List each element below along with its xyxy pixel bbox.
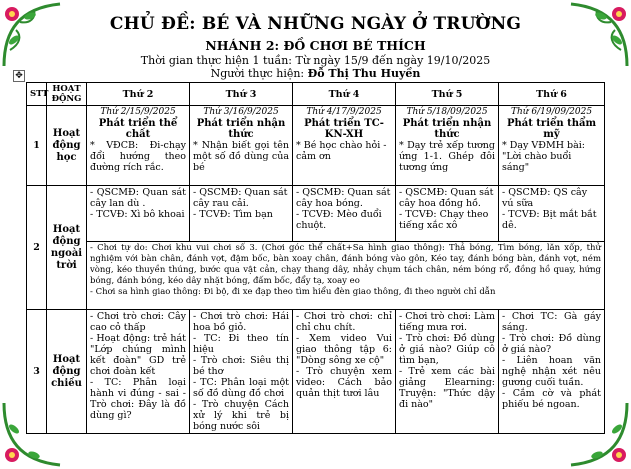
cell-content: * Nhận biết gọi tên một số đồ dùng của bé	[193, 140, 289, 173]
cell-subject: Phát triển nhận thức	[196, 118, 286, 140]
cell-content: * Dạy trẻ xếp tương ứng 1-1. Ghép đôi tương ứng	[399, 140, 495, 173]
table-cell	[190, 106, 293, 186]
table-cell: - Chơi trò chơi: Cây cao cỏ thấp - Hoạt động: trẻ hát "Lớp chúng mình kết đoàn" GD trẻ chơi đoàn kết - TC: Phân loại hành vi đúng - sai - Trò chơi: Đây là đồ dùng gì?	[87, 310, 190, 434]
cell-content: - QSCMĐ: Quan sát cây hoa đồng hồ. - TCVĐ: Chạy theo tiếng xắc xô	[399, 187, 494, 231]
header-day: Thứ 5	[396, 83, 499, 106]
table-cell	[499, 186, 605, 242]
cell-subject: Phát triển TC-KN-XH	[304, 118, 384, 140]
header-day: Thứ 6	[499, 83, 605, 106]
move-handle-icon[interactable]: ✥	[13, 70, 25, 82]
table-cell: - Chơi trò chơi: Làm tiếng mưa rơi. - Trò chơi: Đồ dùng ở giá nào? Giúp cô tìm bạn, - Trẻ xem các bài giảng Elearning: Truyện: "Thức dậy đi nào"	[396, 310, 499, 434]
cell-date: Thứ 4/17/9/2025	[306, 107, 382, 117]
header-day: Thứ 2	[87, 83, 190, 106]
cell-content: - QSCMĐ: Quan sát cây lan dù . - TCVĐ: Xì bô khoai	[90, 187, 186, 220]
cell-date: Thứ 6/19/09/2025	[510, 107, 593, 117]
cell-content: * VĐCB: Đi-chạy đổi hướng theo đường rích rắc.	[90, 140, 186, 173]
table-cell	[293, 106, 396, 186]
table-cell	[396, 106, 499, 186]
row-number: 1	[27, 106, 47, 186]
row-activity: Hoạt động học	[47, 106, 87, 186]
header-stt: STT	[27, 83, 47, 106]
table-row	[27, 106, 605, 186]
table-cell: - Chơi trò chơi: Hái hoa bồ giỏ. - TC: Đi theo tín hiệu - Trò chơi: Siêu thị bé thơ - TC: Phân loại một số đồ dùng đồ chơi - Trò chuyện Cách xử lý khi trẻ bị bóng nước sôi	[190, 310, 293, 434]
table-cell	[87, 186, 190, 242]
row-activity: Hoạt động chiều	[47, 310, 87, 434]
cell-subject: Phát triển nhận thức	[402, 118, 492, 140]
table-row	[27, 242, 605, 310]
cell-content: - QSCMĐ: Quan sát cây rau cải. - TCVĐ: Tìm bạn	[193, 187, 288, 220]
cell-date: Thứ 2/15/9/2025	[100, 107, 176, 117]
cell-subject: Phát triển thể chất	[98, 118, 178, 140]
table-header-row	[27, 83, 605, 106]
cell-date: Thứ 3/16/9/2025	[203, 107, 279, 117]
person-line	[0, 67, 631, 80]
table-cell	[190, 186, 293, 242]
cell-date: Thứ 5/18/09/2025	[406, 107, 488, 117]
header-day: Thứ 4	[293, 83, 396, 106]
page-subtitle: NHÁNH 2: ĐỒ CHƠI BÉ THÍCH	[205, 38, 426, 53]
header-activity: HOẠT ĐỘNG	[47, 83, 87, 106]
table-cell: - Chơi trò chơi: chỉ chỉ chu chít. - Xem video Vui giao thông tập 6: "Dòng sông xe cộ" - Trò chuyện xem video: Cách bảo quản thịt tươi lâu	[293, 310, 396, 434]
cell-content: - QSCMĐ: QS cây vú sữa - TCVĐ: Bịt mắt bắt dê.	[502, 187, 597, 231]
table-cell	[499, 106, 605, 186]
table-cell	[87, 106, 190, 186]
page-title: CHỦ ĐỀ: BÉ VÀ NHỮNG NGÀY Ở TRƯỜNG	[109, 14, 522, 34]
cell-content: - QSCMĐ: Quan sát cây hoa bóng. - TCVĐ: Mèo đuổi chuột.	[296, 187, 391, 231]
free-play-cell: - Chơi tự do: Chơi khu vui chơi số 3. (Chơi góc thể chất+Sa hình giao thông): Thả bóng, Tìm bóng, lăn xốp, thử nghiệm với bàn chân, đánh vợt, đậm bốc, bàn xoay chân, đánh bóng vào gôn, Kéo tay, đánh bóng bàn, đánh vợt, ném vòng, kéo thuyền thúng, bước qua vật cản, chạy thang dây, nhảy chụm tách chân, ném bóng rổ, đồng hồ quay, hứng bóng, đánh bóng, kéo dây nhặt bóng, đấm bốc, đẩy tạ, xoay eo - Chơi sa hình giao thông: Đi bộ, đi xe đạp theo tìm hiểu đèn giao thông, đi theo người chỉ dẫn	[87, 242, 605, 310]
person-label: Người thực hiện:	[210, 67, 308, 80]
table-row	[27, 310, 605, 434]
table-cell: - Chơi TC: Gà gáy sáng. - Trò chơi: Đồ dùng ở giá nào? - Liên hoan văn nghệ nhận xét nêu gương cuối tuần. - Cắm cờ và phát phiếu bé ngoan.	[499, 310, 605, 434]
time-line: Thời gian thực hiện 1 tuần: Từ ngày 15/9 đến ngày 19/10/2025	[140, 54, 491, 67]
cell-subject: Phát triển thẩm mỹ	[506, 118, 597, 140]
schedule-table	[26, 82, 605, 434]
header-day: Thứ 3	[190, 83, 293, 106]
row-number: 2	[27, 186, 47, 310]
person-name: Đỗ Thị Thu Huyền	[307, 67, 421, 80]
table-cell	[396, 186, 499, 242]
cell-content: * Bé học chào hỏi - cảm ơn	[296, 140, 387, 162]
table-row	[27, 186, 605, 242]
cell-content: * Dạy VĐMH bài: "Lời chào buổi sáng"	[502, 140, 585, 173]
row-number: 3	[27, 310, 47, 434]
table-cell	[293, 186, 396, 242]
row-activity: Hoạt động ngoài trời	[47, 186, 87, 310]
